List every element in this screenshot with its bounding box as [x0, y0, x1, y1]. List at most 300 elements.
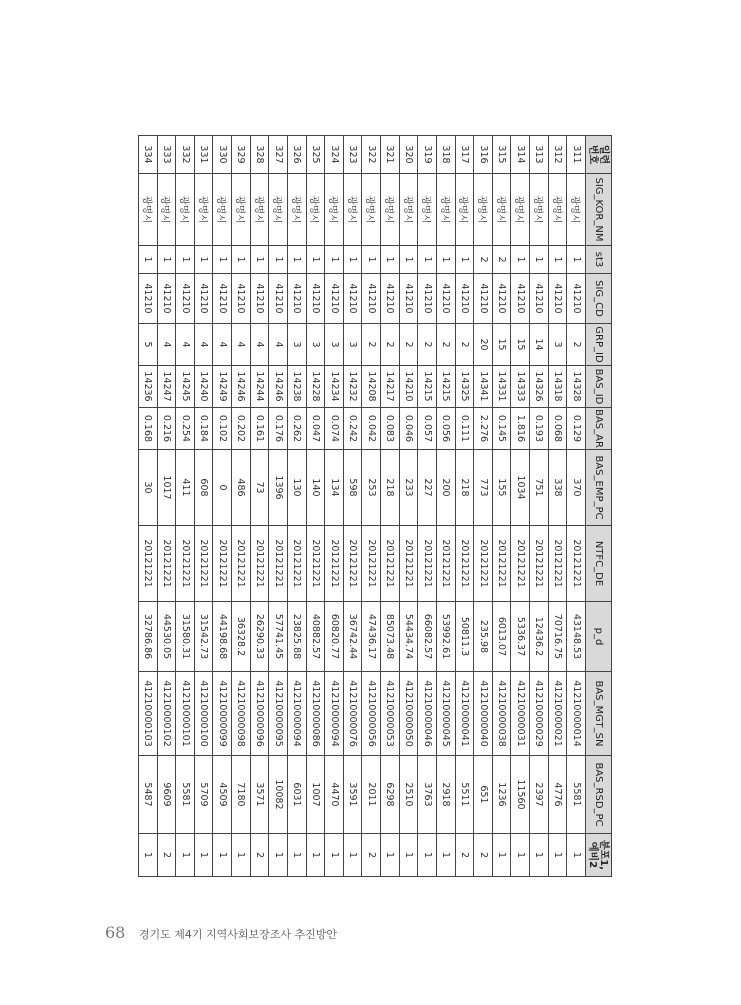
table-cell: 3: [548, 324, 567, 366]
table-cell: 326: [288, 136, 307, 174]
table-cell: 1: [343, 246, 362, 274]
table-cell: 0.216: [157, 408, 176, 450]
table-cell: 0.102: [213, 408, 232, 450]
table-cell: 0.111: [455, 408, 474, 450]
table-cell: 20: [474, 324, 493, 366]
table-row: [306, 136, 325, 877]
table-cell: 20121221: [418, 526, 437, 602]
rotated-table-wrapper: [138, 135, 612, 876]
table-cell: 2: [418, 324, 437, 366]
table-cell: 324: [325, 136, 344, 174]
table-cell: 200: [437, 450, 456, 526]
table-cell: 7180: [232, 756, 251, 834]
table-cell: 130: [288, 450, 307, 526]
table-cell: 20121221: [437, 526, 456, 602]
table-cell: 14234: [325, 366, 344, 408]
table-cell: 40882.57: [306, 602, 325, 672]
table-row: [250, 136, 269, 877]
table-cell: 319: [418, 136, 437, 174]
table-cell: 31580.31: [176, 602, 195, 672]
table-cell: 36742.44: [343, 602, 362, 672]
table-cell: 6013.07: [492, 602, 511, 672]
table-row: [418, 136, 437, 877]
table-cell: 41210: [306, 274, 325, 324]
table-cell: 332: [176, 136, 195, 174]
table-cell: 14341: [474, 366, 493, 408]
table-cell: 0.057: [418, 408, 437, 450]
table-cell: 316: [474, 136, 493, 174]
table-cell: 2011: [362, 756, 381, 834]
table-cell: 20121221: [474, 526, 493, 602]
table-cell: 2: [474, 246, 493, 274]
table-row: [399, 136, 418, 877]
table-cell: 1: [437, 834, 456, 877]
table-cell: 41210000095: [269, 672, 288, 756]
table-cell: 0.042: [362, 408, 381, 450]
table-cell: 5581: [176, 756, 195, 834]
table-cell: 2: [455, 324, 474, 366]
table-cell: 41210000046: [418, 672, 437, 756]
table-cell: 41210000056: [362, 672, 381, 756]
table-cell: 광명시: [530, 174, 549, 246]
column-header: BAS_AR: [586, 408, 612, 450]
table-cell: 41210: [232, 274, 251, 324]
table-cell: 광명시: [288, 174, 307, 246]
table-cell: 0.193: [530, 408, 549, 450]
table-cell: 41210000086: [306, 672, 325, 756]
table-cell: 253: [362, 450, 381, 526]
table-cell: 41210000038: [492, 672, 511, 756]
column-header: NTFC_DE: [586, 526, 612, 602]
table-row: [511, 136, 530, 877]
table-cell: 3571: [250, 756, 269, 834]
table-cell: 608: [194, 450, 213, 526]
table-cell: 20121221: [492, 526, 511, 602]
table-cell: 1007: [306, 756, 325, 834]
table-cell: 327: [269, 136, 288, 174]
table-cell: 1: [139, 246, 158, 274]
table-cell: 1: [343, 834, 362, 877]
table-cell: 1: [418, 246, 437, 274]
table-cell: 20121221: [139, 526, 158, 602]
table-cell: 41210000100: [194, 672, 213, 756]
table-cell: 41210000096: [250, 672, 269, 756]
table-cell: 20121221: [511, 526, 530, 602]
table-cell: 광명시: [157, 174, 176, 246]
table-cell: 41210000045: [437, 672, 456, 756]
column-header: 분포1, 예비2: [586, 834, 612, 877]
table-cell: 1.816: [511, 408, 530, 450]
table-row: [362, 136, 381, 877]
table-cell: 41210000029: [530, 672, 549, 756]
table-cell: 1: [567, 246, 586, 274]
table-cell: 50811.3: [455, 602, 474, 672]
table-cell: 광명시: [232, 174, 251, 246]
table-cell: 53992.61: [437, 602, 456, 672]
table-cell: 41210: [474, 274, 493, 324]
table-row: [269, 136, 288, 877]
table-cell: 20121221: [343, 526, 362, 602]
table-cell: 1: [530, 834, 549, 877]
table-cell: 41210: [437, 274, 456, 324]
table-cell: 1: [511, 246, 530, 274]
table-cell: 5581: [567, 756, 586, 834]
column-header: 일련 번호: [586, 136, 612, 174]
table-cell: 0.176: [269, 408, 288, 450]
table-cell: 312: [548, 136, 567, 174]
table-cell: 14217: [381, 366, 400, 408]
column-header: SIG_KOR_NM: [586, 174, 612, 246]
table-cell: 20121221: [325, 526, 344, 602]
table-cell: 41210: [567, 274, 586, 324]
table-cell: 14245: [176, 366, 195, 408]
table-cell: 41210: [511, 274, 530, 324]
table-cell: 4: [176, 324, 195, 366]
table-row: [492, 136, 511, 877]
table-cell: 1: [194, 834, 213, 877]
table-cell: 14: [530, 324, 549, 366]
table-cell: 4776: [548, 756, 567, 834]
column-header: p_d: [586, 602, 612, 672]
column-header: BAS_RSD_PC: [586, 756, 612, 834]
table-cell: 1: [362, 246, 381, 274]
table-cell: 333: [157, 136, 176, 174]
table-cell: 5511: [455, 756, 474, 834]
table-cell: 2510: [399, 756, 418, 834]
table-cell: 14232: [343, 366, 362, 408]
table-cell: 3763: [418, 756, 437, 834]
table-cell: 3: [288, 324, 307, 366]
table-cell: 31542.73: [194, 602, 213, 672]
table-cell: 광명시: [325, 174, 344, 246]
table-cell: 14249: [213, 366, 232, 408]
table-cell: 1: [232, 834, 251, 877]
table-cell: 0.168: [139, 408, 158, 450]
table-row: [381, 136, 400, 877]
table-cell: 20121221: [567, 526, 586, 602]
table-cell: 3591: [343, 756, 362, 834]
table-cell: 41210000021: [548, 672, 567, 756]
table-cell: 331: [194, 136, 213, 174]
table-cell: 41210: [250, 274, 269, 324]
table-cell: 1: [232, 246, 251, 274]
table-cell: 1: [511, 834, 530, 877]
table-cell: 0.254: [176, 408, 195, 450]
table-cell: 43148.53: [567, 602, 586, 672]
table-cell: 218: [381, 450, 400, 526]
table-cell: 41210000099: [213, 672, 232, 756]
table-cell: 41210000094: [325, 672, 344, 756]
table-cell: 5336.37: [511, 602, 530, 672]
table-cell: 334: [139, 136, 158, 174]
table-cell: 1: [567, 834, 586, 877]
table-cell: 2: [474, 834, 493, 877]
table-cell: 광명시: [418, 174, 437, 246]
table-cell: 광명시: [399, 174, 418, 246]
table-cell: 20121221: [455, 526, 474, 602]
table-cell: 14328: [567, 366, 586, 408]
table-cell: 1: [306, 246, 325, 274]
table-cell: 14210: [399, 366, 418, 408]
table-cell: 20121221: [288, 526, 307, 602]
table-row: [567, 136, 586, 877]
table-cell: 315: [492, 136, 511, 174]
table-cell: 2: [157, 834, 176, 877]
table-cell: 14247: [157, 366, 176, 408]
table-cell: 41210: [343, 274, 362, 324]
table-cell: 0.046: [399, 408, 418, 450]
table-cell: 14238: [288, 366, 307, 408]
table-cell: 3: [325, 324, 344, 366]
table-cell: 233: [399, 450, 418, 526]
table-cell: 광명시: [474, 174, 493, 246]
table-cell: 2397: [530, 756, 549, 834]
table-cell: 6298: [381, 756, 400, 834]
table-cell: 20121221: [250, 526, 269, 602]
table-cell: 1: [437, 246, 456, 274]
table-cell: 4509: [213, 756, 232, 834]
table-cell: 14331: [492, 366, 511, 408]
table-cell: 320: [399, 136, 418, 174]
table-cell: 광명시: [250, 174, 269, 246]
table-cell: 328: [250, 136, 269, 174]
table-cell: 1017: [157, 450, 176, 526]
table-cell: 20121221: [232, 526, 251, 602]
table-row: [474, 136, 493, 877]
table-cell: 41210: [548, 274, 567, 324]
table-cell: 54434.74: [399, 602, 418, 672]
table-cell: 0.242: [343, 408, 362, 450]
table-row: [437, 136, 456, 877]
table-row: [343, 136, 362, 877]
table-cell: 14244: [250, 366, 269, 408]
table-cell: 598: [343, 450, 362, 526]
table-row: [232, 136, 251, 877]
table-cell: 1: [139, 834, 158, 877]
table-cell: 44198.68: [213, 602, 232, 672]
table-cell: 4: [157, 324, 176, 366]
table-cell: 4: [213, 324, 232, 366]
table-cell: 41210000076: [343, 672, 362, 756]
table-cell: 광명시: [139, 174, 158, 246]
table-cell: 1: [548, 246, 567, 274]
table-cell: 광명시: [381, 174, 400, 246]
table-cell: 1034: [511, 450, 530, 526]
table-row: [548, 136, 567, 877]
table-cell: 41210000041: [455, 672, 474, 756]
table-row: [176, 136, 195, 877]
page-number: 68: [105, 923, 126, 942]
table-cell: 4470: [325, 756, 344, 834]
table-cell: 1: [250, 246, 269, 274]
table-row: [157, 136, 176, 877]
column-header: st3: [586, 246, 612, 274]
table-cell: 1236: [492, 756, 511, 834]
table-cell: 338: [548, 450, 567, 526]
table-row: [288, 136, 307, 877]
table-cell: 2: [381, 324, 400, 366]
table-row: [530, 136, 549, 877]
table-cell: 14240: [194, 366, 213, 408]
table-cell: 20121221: [548, 526, 567, 602]
table-cell: 20121221: [194, 526, 213, 602]
table-row: [139, 136, 158, 877]
table-cell: 4: [250, 324, 269, 366]
table-cell: 20121221: [157, 526, 176, 602]
table-cell: 14246: [232, 366, 251, 408]
table-cell: 0.161: [250, 408, 269, 450]
table-cell: 41210000053: [381, 672, 400, 756]
table-cell: 20121221: [399, 526, 418, 602]
table-cell: 23825.88: [288, 602, 307, 672]
column-header: BAS_ID: [586, 366, 612, 408]
table-cell: 41210: [418, 274, 437, 324]
table-cell: 370: [567, 450, 586, 526]
table-cell: 1: [381, 834, 400, 877]
table-cell: 1: [399, 246, 418, 274]
table-cell: 14215: [437, 366, 456, 408]
table-body: [139, 136, 586, 877]
table-cell: 773: [474, 450, 493, 526]
table-cell: 41210: [288, 274, 307, 324]
table-cell: 41210000050: [399, 672, 418, 756]
table-cell: 60820.77: [325, 602, 344, 672]
table-cell: 1: [381, 246, 400, 274]
table-cell: 광명시: [176, 174, 195, 246]
table-cell: 9609: [157, 756, 176, 834]
table-cell: 0.083: [381, 408, 400, 450]
table-cell: 41210000101: [176, 672, 195, 756]
table-cell: 광명시: [213, 174, 232, 246]
table-cell: 41210: [530, 274, 549, 324]
table-cell: 광명시: [492, 174, 511, 246]
table-cell: 0.129: [567, 408, 586, 450]
table-cell: 322: [362, 136, 381, 174]
table-cell: 광명시: [194, 174, 213, 246]
table-cell: 41210: [269, 274, 288, 324]
table-cell: 30: [139, 450, 158, 526]
table-cell: 47436.17: [362, 602, 381, 672]
table-cell: 325: [306, 136, 325, 174]
table-cell: 313: [530, 136, 549, 174]
table-cell: 20121221: [269, 526, 288, 602]
table-cell: 218: [455, 450, 474, 526]
table-cell: 0.184: [194, 408, 213, 450]
table-cell: 1: [269, 246, 288, 274]
table-cell: 1: [306, 834, 325, 877]
table-cell: 41210: [381, 274, 400, 324]
table-cell: 41210: [139, 274, 158, 324]
table-cell: 11560: [511, 756, 530, 834]
table-cell: 1: [530, 246, 549, 274]
table-cell: 14246: [269, 366, 288, 408]
table-cell: 광명시: [511, 174, 530, 246]
table-row: [213, 136, 232, 877]
table-cell: 321: [381, 136, 400, 174]
table-cell: 1: [288, 246, 307, 274]
table-cell: 광명시: [455, 174, 474, 246]
table-cell: 330: [213, 136, 232, 174]
table-cell: 2918: [437, 756, 456, 834]
table-cell: 57741.45: [269, 602, 288, 672]
table-cell: 0.202: [232, 408, 251, 450]
table-cell: 41210000103: [139, 672, 158, 756]
table-cell: 1: [176, 834, 195, 877]
table-cell: 2: [362, 324, 381, 366]
table-cell: 20121221: [213, 526, 232, 602]
table-cell: 140: [306, 450, 325, 526]
table-cell: 318: [437, 136, 456, 174]
table-cell: 41210000102: [157, 672, 176, 756]
table-cell: 1: [176, 246, 195, 274]
table-cell: 14326: [530, 366, 549, 408]
table-cell: 광명시: [343, 174, 362, 246]
table-cell: 486: [232, 450, 251, 526]
table-cell: 1: [325, 246, 344, 274]
table-cell: 751: [530, 450, 549, 526]
table-cell: 14236: [139, 366, 158, 408]
table-cell: 1: [325, 834, 344, 877]
table-cell: 4: [269, 324, 288, 366]
table-cell: 1396: [269, 450, 288, 526]
table-cell: 4: [232, 324, 251, 366]
table-cell: 14228: [306, 366, 325, 408]
table-cell: 6031: [288, 756, 307, 834]
footer-title: 경기도 제4기 지역사회보장조사 추진방안: [138, 928, 337, 941]
table-cell: 15: [511, 324, 530, 366]
table-cell: 41210: [176, 274, 195, 324]
table-cell: 134: [325, 450, 344, 526]
table-cell: 41210: [492, 274, 511, 324]
table-row: [194, 136, 213, 877]
table-row: [455, 136, 474, 877]
table-cell: 41210: [213, 274, 232, 324]
table-cell: 1: [157, 246, 176, 274]
table-cell: 311: [567, 136, 586, 174]
table-cell: 41210000098: [232, 672, 251, 756]
table-cell: 73: [250, 450, 269, 526]
table-cell: 32786.86: [139, 602, 158, 672]
table-cell: 3: [306, 324, 325, 366]
table-cell: 5: [139, 324, 158, 366]
table-cell: 2: [250, 834, 269, 877]
table-cell: 314: [511, 136, 530, 174]
table-row: [325, 136, 344, 877]
table-cell: 1: [213, 246, 232, 274]
table-cell: 1: [399, 834, 418, 877]
column-header: SIG_CD: [586, 274, 612, 324]
table-cell: 44530.05: [157, 602, 176, 672]
table-cell: 0.145: [492, 408, 511, 450]
table-cell: 41210: [157, 274, 176, 324]
table-cell: 1: [492, 834, 511, 877]
table-cell: 10082: [269, 756, 288, 834]
table-cell: 323: [343, 136, 362, 174]
table-cell: 2: [437, 324, 456, 366]
table-cell: 41210: [194, 274, 213, 324]
table-cell: 41210000040: [474, 672, 493, 756]
table-cell: 14318: [548, 366, 567, 408]
column-header: BAS_MGT_SN: [586, 672, 612, 756]
table-cell: 14215: [418, 366, 437, 408]
table-cell: 0.056: [437, 408, 456, 450]
table-cell: 14325: [455, 366, 474, 408]
table-cell: 20121221: [530, 526, 549, 602]
table-cell: 4: [194, 324, 213, 366]
table-cell: 41210000031: [511, 672, 530, 756]
table-cell: 1: [194, 246, 213, 274]
table-cell: 2: [362, 834, 381, 877]
